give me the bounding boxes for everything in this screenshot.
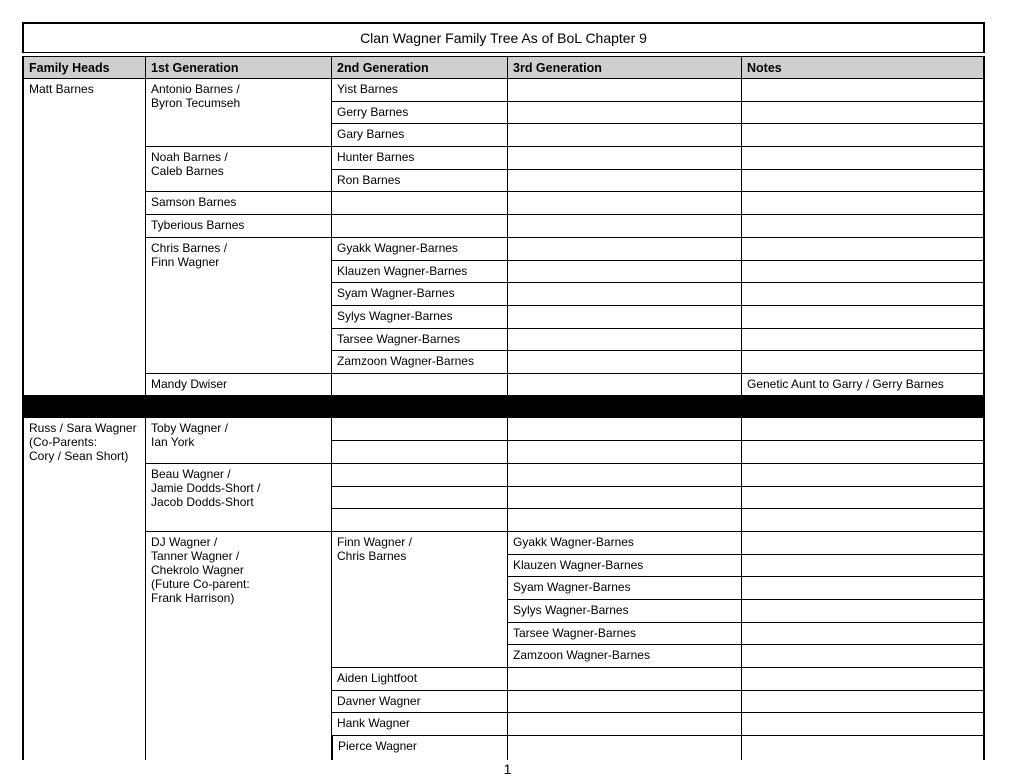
header-3rd-generation: 3rd Generation: [508, 56, 742, 79]
gen3-cell: [508, 192, 742, 215]
notes-cell: [742, 418, 985, 441]
gen3-cell: [508, 261, 742, 283]
gen2-cell: [332, 374, 508, 396]
notes-cell: [742, 170, 985, 192]
gen3-cell: [508, 170, 742, 192]
gen3-cell: [508, 464, 742, 487]
gen1-cell: Beau Wagner / Jamie Dodds-Short / Jacob Dodds-Short: [146, 464, 332, 532]
gen2-cell: Sylys Wagner-Barnes: [332, 306, 508, 329]
gen3-cell: [508, 283, 742, 306]
notes-cell: [742, 487, 985, 509]
gen2-cell: Zamzoon Wagner-Barnes: [332, 351, 508, 374]
gen3-cell: [508, 79, 742, 102]
gen3-cell: [508, 147, 742, 170]
notes-cell: [742, 668, 985, 691]
notes-cell: [742, 736, 985, 760]
notes-cell: [742, 102, 985, 124]
gen2-cell: Aiden Lightfoot: [332, 668, 508, 691]
gen2-cell: [332, 418, 508, 441]
gen3-cell: [508, 238, 742, 261]
notes-cell: Genetic Aunt to Garry / Gerry Barnes: [742, 374, 985, 396]
gen1-cell: Tyberious Barnes: [146, 215, 332, 238]
gen3-cell: [508, 736, 742, 760]
gen1-cell: Mandy Dwiser: [146, 374, 332, 396]
notes-cell: [742, 555, 985, 577]
gen3-cell: [508, 351, 742, 374]
page-number: 1: [503, 761, 512, 777]
gen1-cell: Noah Barnes / Caleb Barnes: [146, 147, 332, 192]
gen2-cell: [332, 192, 508, 215]
gen3-cell: Syam Wagner-Barnes: [508, 577, 742, 600]
gen3-cell: [508, 509, 742, 532]
header-notes: Notes: [742, 56, 985, 79]
gen3-cell: [508, 418, 742, 441]
gen3-cell: [508, 441, 742, 464]
notes-cell: [742, 691, 985, 713]
notes-cell: [742, 261, 985, 283]
gen2-cell: Gyakk Wagner-Barnes: [332, 238, 508, 261]
gen2-cell: Gary Barnes: [332, 124, 508, 147]
notes-cell: [742, 577, 985, 600]
notes-cell: [742, 329, 985, 351]
gen3-cell: [508, 374, 742, 396]
section-separator: [22, 395, 985, 418]
header-family-heads: Family Heads: [22, 56, 146, 79]
notes-cell: [742, 464, 985, 487]
gen2-cell: Syam Wagner-Barnes: [332, 283, 508, 306]
gen3-cell: [508, 102, 742, 124]
gen2-cell: Tarsee Wagner-Barnes: [332, 329, 508, 351]
gen2-cell: [332, 464, 508, 487]
gen2-cell: Finn Wagner / Chris Barnes: [332, 532, 508, 668]
gen3-cell: [508, 215, 742, 238]
gen3-cell: [508, 668, 742, 691]
gen2-cell: Hank Wagner: [332, 713, 508, 736]
gen2-cell: Hunter Barnes: [332, 147, 508, 170]
document-title: [22, 22, 985, 53]
notes-cell: [742, 124, 985, 147]
notes-cell: [742, 532, 985, 555]
gen2-cell: [332, 441, 508, 464]
notes-cell: [742, 147, 985, 170]
gen1-cell: Antonio Barnes / Byron Tecumseh: [146, 79, 332, 147]
notes-cell: [742, 441, 985, 464]
family-head-cell: Russ / Sara Wagner (Co-Parents: Cory / Sean Short): [22, 418, 146, 760]
notes-cell: [742, 215, 985, 238]
gen3-cell: Klauzen Wagner-Barnes: [508, 555, 742, 577]
gen3-cell: [508, 306, 742, 329]
gen3-cell: Gyakk Wagner-Barnes: [508, 532, 742, 555]
title-text: Clan Wagner Family Tree As of BoL Chapter 9: [360, 30, 647, 46]
gen2-cell: [332, 487, 508, 509]
gen3-cell: Zamzoon Wagner-Barnes: [508, 645, 742, 668]
notes-cell: [742, 306, 985, 329]
gen3-cell: [508, 124, 742, 147]
notes-cell: [742, 623, 985, 645]
gen2-cell: [332, 509, 508, 532]
gen1-cell: Toby Wagner / Ian York: [146, 418, 332, 464]
gen3-cell: Tarsee Wagner-Barnes: [508, 623, 742, 645]
notes-cell: [742, 283, 985, 306]
gen3-cell: [508, 691, 742, 713]
gen3-cell: [508, 487, 742, 509]
gen2-cell: Klauzen Wagner-Barnes: [332, 261, 508, 283]
gen3-cell: [508, 329, 742, 351]
gen2-cell: Yist Barnes: [332, 79, 508, 102]
gen2-cell: Pierce Wagner: [332, 736, 508, 760]
gen3-cell: Sylys Wagner-Barnes: [508, 600, 742, 623]
notes-cell: [742, 79, 985, 102]
notes-cell: [742, 645, 985, 668]
notes-cell: [742, 713, 985, 736]
gen2-cell: Gerry Barnes: [332, 102, 508, 124]
gen2-cell: [332, 215, 508, 238]
gen2-cell: Davner Wagner: [332, 691, 508, 713]
notes-cell: [742, 351, 985, 374]
notes-cell: [742, 509, 985, 532]
family-head-cell: Matt Barnes: [22, 79, 146, 396]
gen1-cell: Samson Barnes: [146, 192, 332, 215]
notes-cell: [742, 600, 985, 623]
header-2nd-generation: 2nd Generation: [332, 56, 508, 79]
gen2-cell: Ron Barnes: [332, 170, 508, 192]
gen1-cell: Chris Barnes / Finn Wagner: [146, 238, 332, 374]
gen1-cell: DJ Wagner / Tanner Wagner / Chekrolo Wagner (Future Co-parent: Frank Harrison): [146, 532, 332, 760]
notes-cell: [742, 192, 985, 215]
header-1st-generation: 1st Generation: [146, 56, 332, 79]
gen3-cell: [508, 713, 742, 736]
notes-cell: [742, 238, 985, 261]
